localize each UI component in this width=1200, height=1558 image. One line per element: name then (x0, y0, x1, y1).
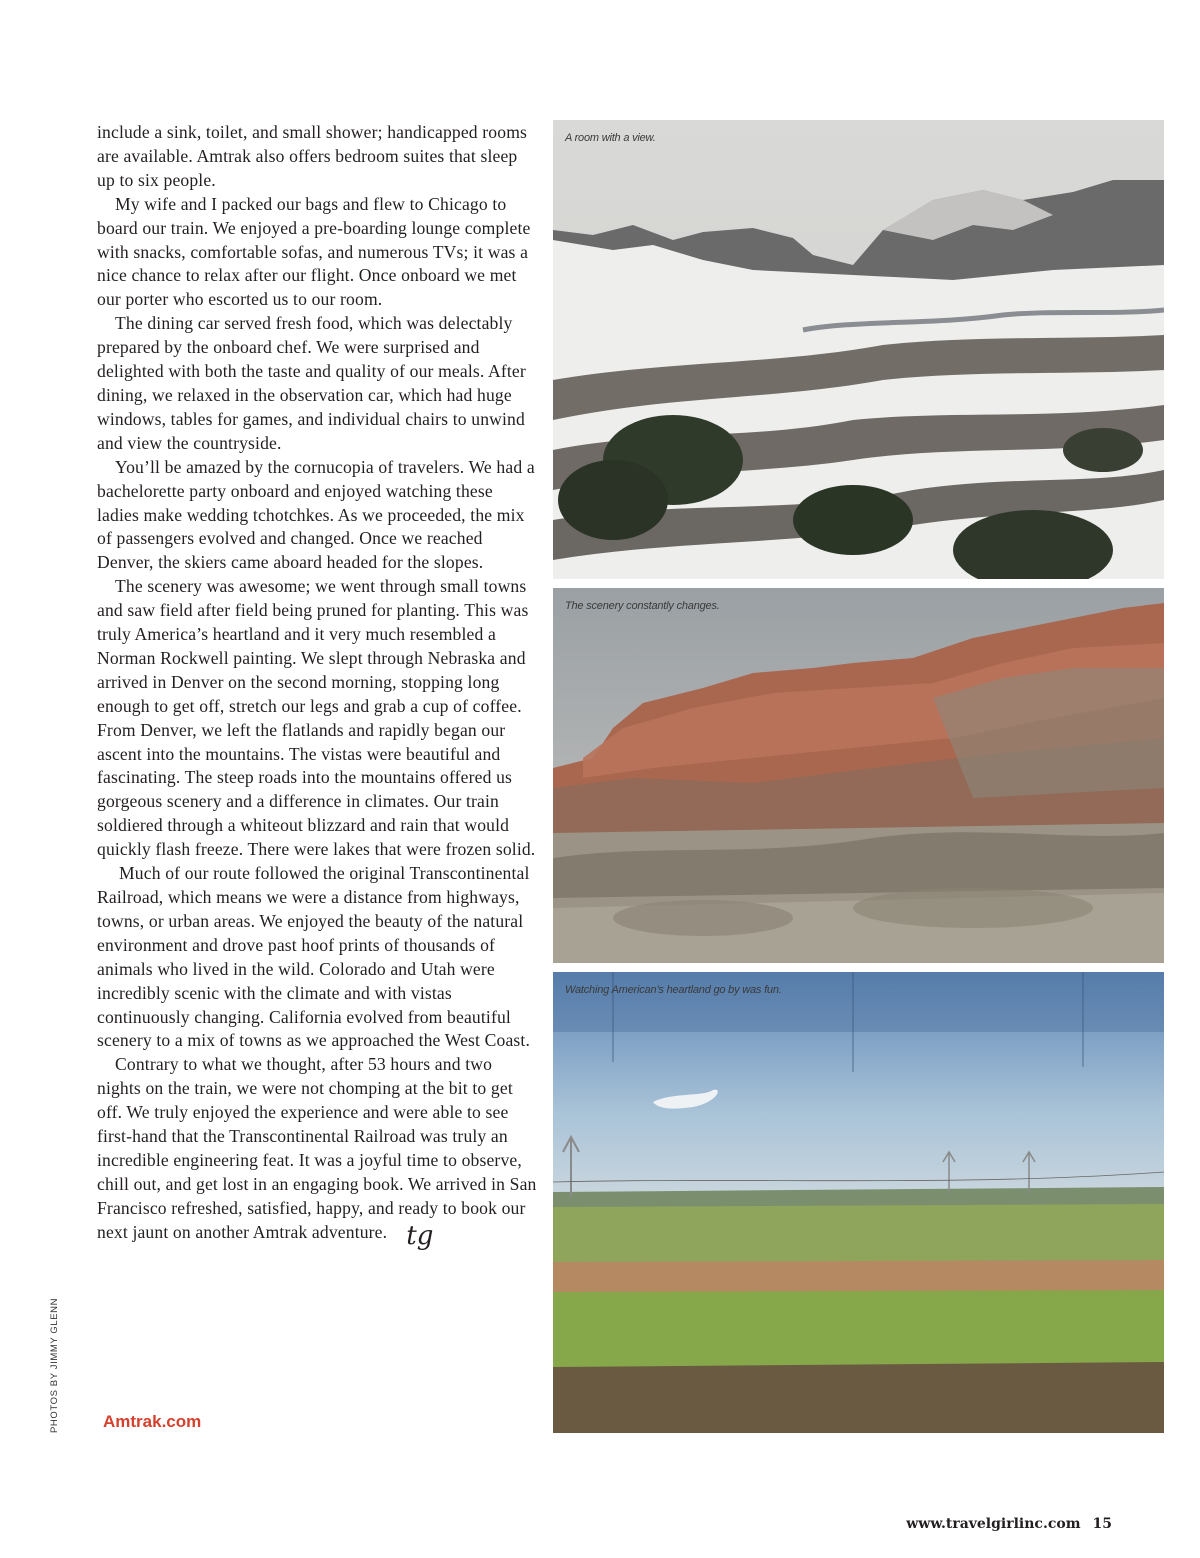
photo-red-cliffs (553, 588, 1164, 963)
paragraph-3: The dining car served fresh food, which was delectably prepared by the onboard chef. We were surprised and delighted with both the taste and quality of our meals. After dining, we relaxed in the observation car, which had huge windows, tables for games, and individual chairs to unwind and view the countryside. (97, 313, 526, 453)
photo-credit: PHOTOS BY JIMMY GLENN (49, 1297, 60, 1433)
heartland-image (553, 972, 1164, 1433)
page-footer (906, 1516, 1112, 1532)
paragraph-2: My wife and I packed our bags and flew to Chicago to board our train. We enjoyed a pre-boarding lounge complete with snacks, comfortable sofas, and numerous TVs; it was a nice chance to relax after our flight. Once onboard we met our porter who escorted us to our room. (97, 193, 531, 310)
caption-heartland: Watching American’s heartland go by was fun. (565, 984, 782, 996)
caption-snowy-valley: A room with a view. (565, 132, 656, 144)
paragraph-4: You’ll be amazed by the cornucopia of travelers. We had a bachelorette party onboard and enjoyed watching these ladies make wedding tchotchkes. As we proceeded, the mix of passengers evolved and changed. Once we reached Denver, the skiers came aboard headed for the slopes. (97, 456, 535, 573)
paragraph-5: The scenery was awesome; we went through small towns and saw field after field being pruned for planting. This was truly America’s heartland and it very much resembled a Norman Rockwell painting. We slept through Nebraska and arrived in Denver on the second morning, stopping long enough to get off, stretch our legs and grab a cup of coffee. From Denver, we left the flatlands and rapidly began our ascent into the mountains. The vistas were beautiful and fascinating. The steep roads into the mountains offered us gorgeous scenery and a difference in climates. Our train soldiered through a whiteout blizzard and rain that would quickly flash freeze. There were lakes that were frozen solid. (97, 576, 536, 860)
page-number: 15 (1092, 1516, 1112, 1532)
paragraph-7-text: Contrary to what we thought, after 53 hours and two nights on the train, we were not chomping at the bit to get off. We truly enjoyed the experience and were able to see first-hand that the Transcontinental Railroad was truly an incredible engineering feat. It was a joyful time to observe, chill out, and get lost in an engaging book. We arrived in San Francisco refreshed, satisfied, happy, and ready to book our next jaunt on another Amtrak adventure. (97, 1054, 537, 1242)
caption-red-cliffs: The scenery constantly changes. (565, 600, 720, 612)
red-cliffs-image (553, 588, 1164, 963)
snowy-valley-image (553, 120, 1164, 579)
end-mark-logo: tg (406, 1220, 434, 1251)
amtrak-link[interactable]: Amtrak.com (103, 1412, 202, 1431)
photo-snowy-valley (553, 120, 1164, 579)
paragraph-7 (97, 1053, 537, 1251)
paragraph-6: Much of our route followed the original Transcontinental Railroad, which means we were a distance from highways, towns, or urban areas. We enjoyed the beauty of the natural environment and drove past hoof prints of thousands of animals who lived in the wild. Colorado and Utah were incredibly scenic with the climate and with vistas continuously changing. California evolved from beautiful scenery to a mix of towns as we approached the West Coast. (97, 863, 531, 1051)
footer-website: www.travelgirlinc.com (906, 1516, 1081, 1532)
paragraph-1: include a sink, toilet, and small shower; handicapped rooms are available. Amtrak also offers bedroom suites that sleep up to six people. (97, 122, 528, 190)
article-body (97, 121, 537, 1251)
photo-heartland (553, 972, 1164, 1433)
